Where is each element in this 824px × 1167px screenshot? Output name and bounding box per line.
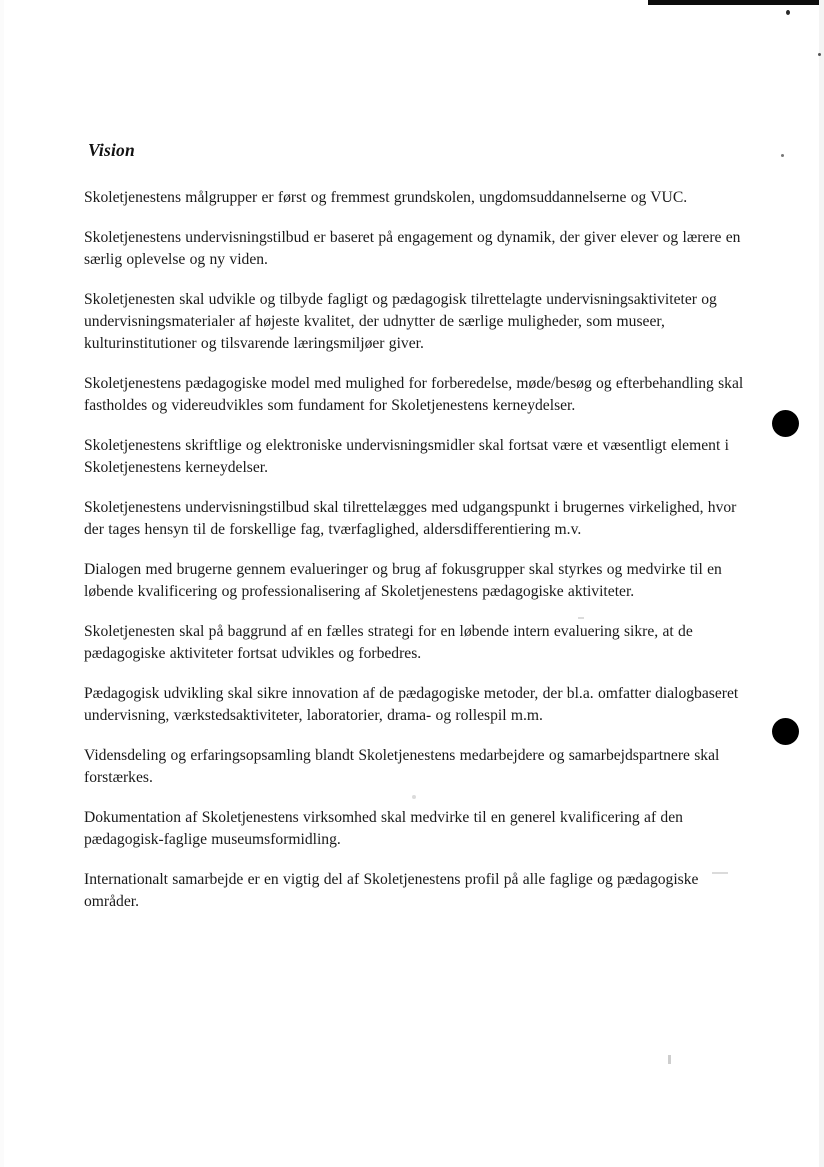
scan-speck — [818, 53, 821, 56]
paragraph: Skoletjenesten skal udvikle og tilbyde fagligt og pædagogisk tilrettelagte undervisningsaktiviteter og undervisningsmaterialer af højeste kvalitet, der udnytter de særlige muligheder, som museer, kulturinstitutioner og tilsvarende læringsmiljøer giver. — [84, 291, 717, 352]
paragraph: Dokumentation af Skoletjenestens virksomhed skal medvirke til en generel kvalificering af den pædagogisk-faglige museumsformidling. — [84, 809, 683, 848]
paragraph: Skoletjenestens pædagogiske model med mulighed for forberedelse, møde/besøg og efterbehandling skal fastholdes og videreudvikles som fundament for Skoletjenestens kerneydelser. — [84, 375, 744, 414]
paragraph: Internationalt samarbejde er en vigtig del af Skoletjenestens profil på alle faglige og pædagogiske områder. — [84, 871, 699, 910]
hole-punch-mark — [772, 410, 799, 437]
scan-edge-left — [0, 0, 4, 1167]
paragraph: Dialogen med brugerne gennem evalueringer og brug af fokusgrupper skal styrkes og medvirke til en løbende kvalificering og professionalisering af Skoletjenestens pædagogiske aktiviteter. — [84, 561, 722, 600]
scan-speck — [786, 10, 790, 15]
scan-edge-right — [819, 0, 824, 1167]
hole-punch-mark — [772, 718, 799, 745]
paragraph: Vidensdeling og erfaringsopsamling blandt Skoletjenestens medarbejdere og samarbejdspartnere skal forstærkes. — [84, 747, 720, 786]
scan-edge-top — [648, 0, 824, 5]
paragraph: Skoletjenestens skriftlige og elektroniske undervisningsmidler skal fortsat være et væsentligt element i Skoletjenestens kerneydelser. — [84, 437, 729, 476]
scan-speck — [781, 154, 784, 157]
scan-smudge — [668, 1055, 671, 1064]
paragraph: Skoletjenesten skal på baggrund af en fælles strategi for en løbende intern evaluering sikre, at de pædagogiske aktiviteter fortsat udvikles og forbedres. — [84, 623, 693, 662]
paragraph: Skoletjenestens undervisningstilbud skal tilrettelægges med udgangspunkt i brugernes virkelighed, hvor der tages hensyn til de forskellige fag, tværfaglighed, aldersdifferentiering m.v. — [84, 499, 737, 538]
page-title: Vision — [88, 140, 135, 160]
paragraph: Skoletjenestens undervisningstilbud er baseret på engagement og dynamik, der giver elever og lærere en særlig oplevelse og ny viden. — [84, 229, 741, 268]
document-body — [84, 140, 752, 913]
paragraph: Pædagogisk udvikling skal sikre innovation af de pædagogiske metoder, der bl.a. omfatter dialogbaseret undervisning, værkstedsaktiviteter, laboratorier, drama- og rollespil m.m. — [84, 685, 739, 724]
paragraph: Skoletjenestens målgrupper er først og fremmest grundskolen, ungdomsuddannelserne og VUC. — [84, 189, 688, 206]
